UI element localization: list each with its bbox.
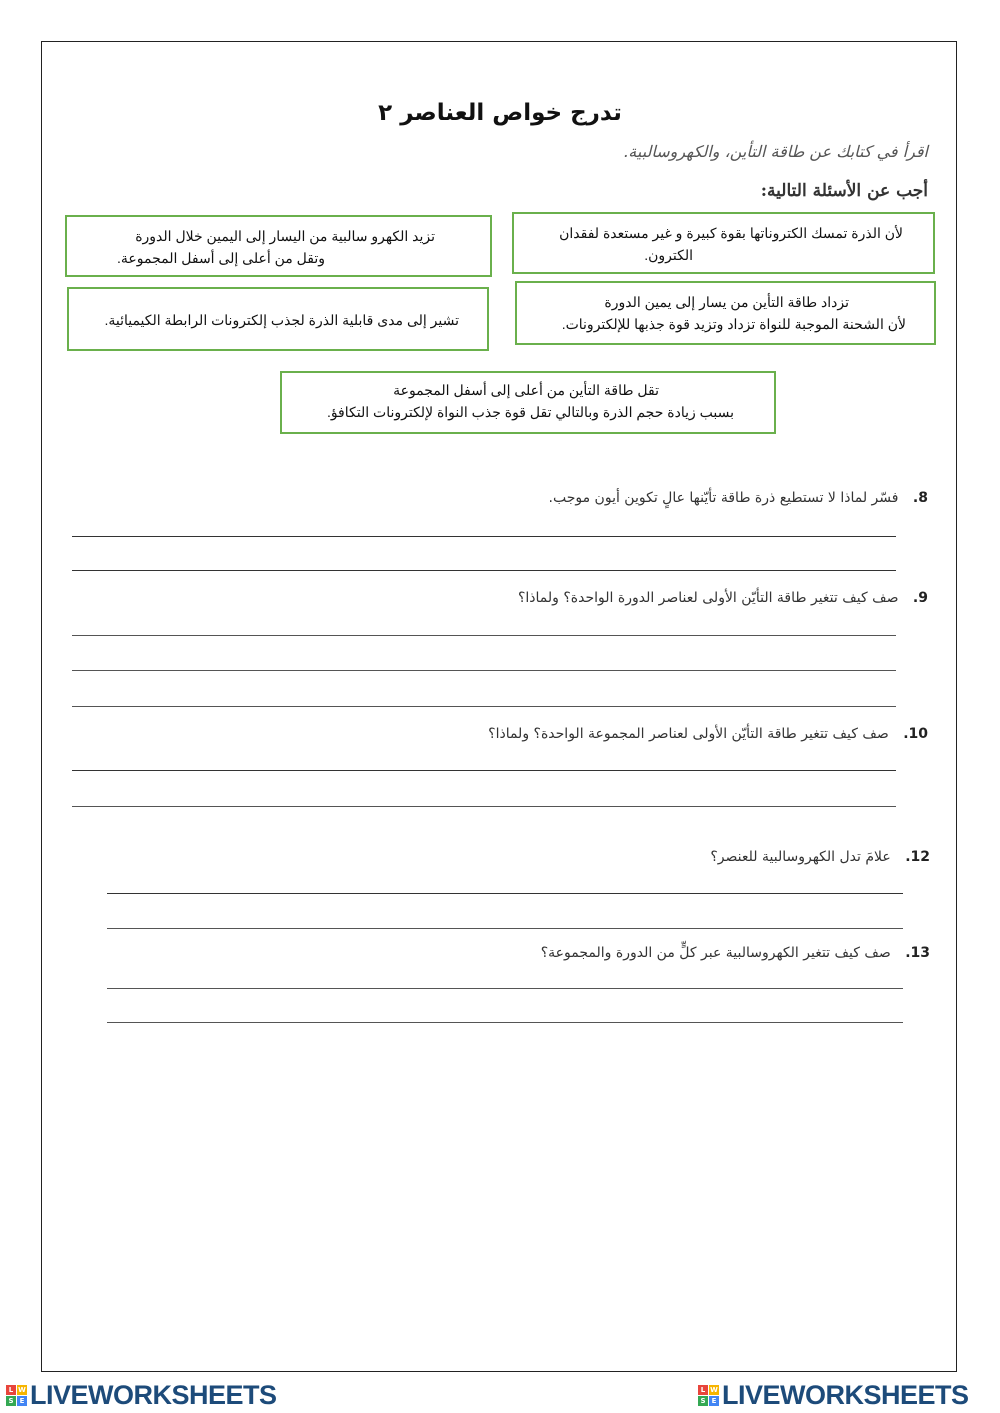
answer-box-5[interactable] [280, 371, 776, 434]
answer-line-8b[interactable] [72, 570, 896, 571]
answer-box-2-line1: تزيد الكهرو سالبية من اليسار إلى اليمين خلال الدورة [135, 228, 435, 244]
footer-logo-right-text: LIVEWORKSHEETS [722, 1379, 969, 1410]
logo-block-4: E [709, 1396, 719, 1406]
logo-block-3: S [698, 1396, 708, 1406]
answer-line-13a[interactable] [107, 988, 903, 989]
answer-line-12a[interactable] [107, 893, 903, 894]
answer-box-3-line1: تزداد طاقة التأين من يسار إلى يمين الدورة [604, 294, 849, 310]
question-10-text: صف كيف تتغير طاقة التأيّن الأولى لعناصر المجموعة الواحدة؟ ولماذا؟ [488, 726, 889, 742]
answer-line-13b[interactable] [107, 1022, 903, 1023]
question-12-text: علامَ تدل الكهروسالبية للعنصر؟ [710, 849, 891, 865]
answer-box-5-line2: بسبب زيادة حجم الذرة وبالتالي تقل قوة جذب النواة لإلكترونات التكافؤ. [326, 404, 734, 420]
answer-box-4[interactable] [67, 287, 489, 351]
answer-line-10b[interactable] [72, 806, 896, 807]
question-9 [518, 590, 928, 606]
answer-box-4-line1: تشير إلى مدى قابلية الذرة لجذب إلكترونات الرابطة الكيميائية. [104, 312, 459, 328]
footer-logo-left[interactable] [6, 1380, 277, 1410]
question-9-number: 9. [912, 590, 928, 606]
questions-heading: أجب عن الأسئلة التالية: [760, 181, 928, 201]
question-12-number: 12. [905, 849, 930, 865]
logo-block-4: E [17, 1396, 27, 1406]
liveworksheets-logo-icon [6, 1385, 27, 1406]
logo-block-2: W [710, 1385, 718, 1394]
logo-block-3: S [6, 1396, 16, 1406]
answer-box-3-line2: لأن الشحنة الموجبة للنواة تزداد وتزيد قوة جذبها للإلكترونات. [561, 316, 906, 332]
answer-line-8a[interactable] [72, 536, 896, 537]
answer-line-12b[interactable] [107, 928, 903, 929]
footer-logo-left-text: LIVEWORKSHEETS [30, 1379, 277, 1410]
answer-box-3[interactable] [515, 281, 936, 345]
liveworksheets-logo-icon [698, 1385, 719, 1406]
question-10 [488, 726, 928, 742]
question-12 [710, 849, 930, 865]
answer-box-2[interactable] [65, 215, 492, 277]
answer-box-1[interactable] [512, 212, 935, 274]
question-13 [541, 945, 930, 961]
logo-block-1: L [6, 1385, 16, 1395]
answer-box-1-line2: الكترون. [644, 247, 693, 263]
answer-line-9a[interactable] [72, 635, 896, 636]
logo-block-2: W [18, 1385, 26, 1394]
answer-box-2-line2: وتقل من أعلى إلى أسفل المجموعة. [117, 250, 325, 266]
question-8 [549, 490, 928, 506]
question-8-number: 8. [912, 490, 928, 506]
answer-line-9b[interactable] [72, 670, 896, 671]
answer-box-1-line1: لأن الذرة تمسك الكتروناتها بقوة كبيرة و غير مستعدة لفقدان [559, 225, 903, 241]
question-13-number: 13. [905, 945, 930, 961]
answer-box-5-line1: تقل طاقة التأين من أعلى إلى أسفل المجموعة [393, 382, 659, 398]
logo-block-1: L [698, 1385, 708, 1395]
answer-line-9c[interactable] [72, 706, 896, 707]
question-9-text: صف كيف تتغير طاقة التأيّن الأولى لعناصر الدورة الواحدة؟ ولماذا؟ [517, 590, 899, 606]
instruction-text: اقرأ في كتابك عن طاقة التأين، والكهروسالبية. [623, 142, 928, 161]
question-13-text: صف كيف تتغير الكهروسالبية عبر كلٍّ من الدورة والمجموعة؟ [540, 945, 891, 961]
question-10-number: 10. [903, 726, 928, 742]
footer-logo-right[interactable] [698, 1380, 969, 1410]
answer-line-10a[interactable] [72, 770, 896, 771]
question-8-text: فسّر لماذا لا تستطيع ذرة طاقة تأيّنها عالٍ تكوين أيون موجب. [548, 490, 899, 506]
page-title: تدرج خواص العناصر ٢ [378, 100, 622, 126]
